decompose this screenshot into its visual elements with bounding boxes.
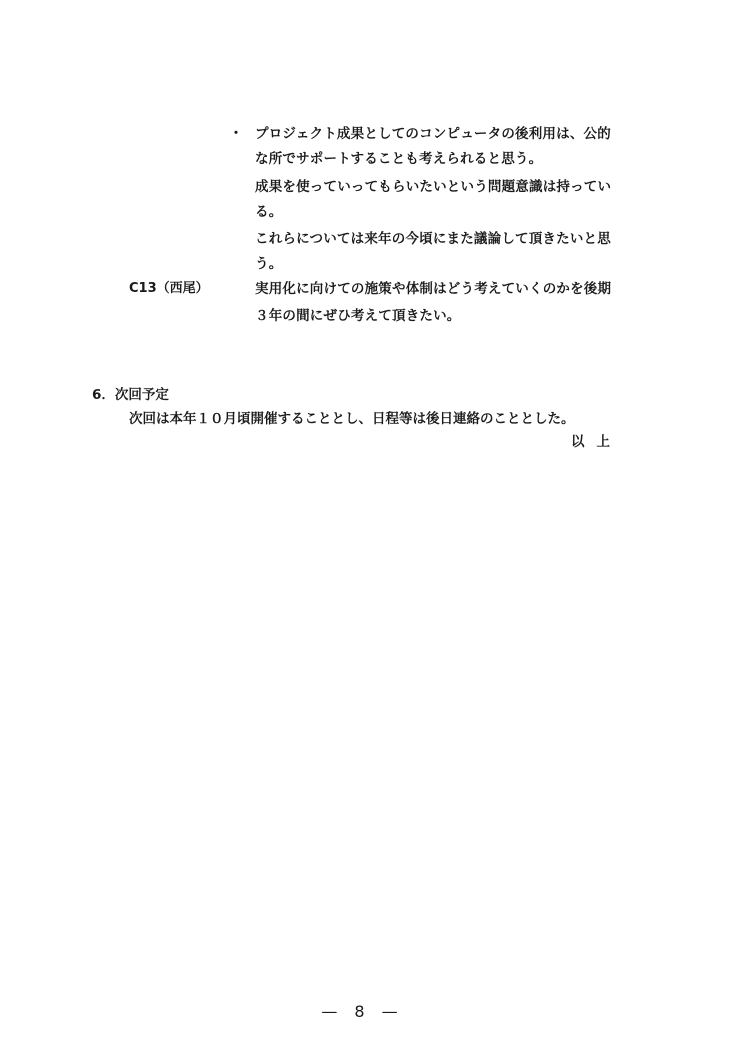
- bullet-line: う。: [255, 256, 283, 272]
- bullet-line: な所でサポートすることも考えられると思う。: [255, 151, 543, 167]
- bullet-line: 成果を使っていってもらいたいという問題意識は持ってい: [255, 179, 612, 195]
- bullet-line: これらについては来年の今頃にまた議論して頂きたいと思: [255, 231, 611, 247]
- section-body: 次回は本年１０月頃開催することとし、日程等は後日連絡のこととした。: [129, 411, 575, 427]
- bullet-marker: ・: [229, 126, 243, 142]
- bullet-line: プロジェクト成果としてのコンピュータの後利用は、公的: [255, 126, 611, 142]
- bullet-line: る。: [255, 204, 283, 220]
- page-number: — 8 —: [321, 1002, 404, 1021]
- speaker-label: C13（西尾）: [129, 281, 209, 296]
- speaker-comment-line: ３年の間にぜひ考えて頂きたい。: [255, 308, 461, 324]
- closing-mark: 以上: [571, 434, 622, 450]
- section-heading: 6．次回予定: [92, 387, 169, 403]
- speaker-comment-line: 実用化に向けての施策や体制はどう考えていくのかを後期: [255, 281, 612, 297]
